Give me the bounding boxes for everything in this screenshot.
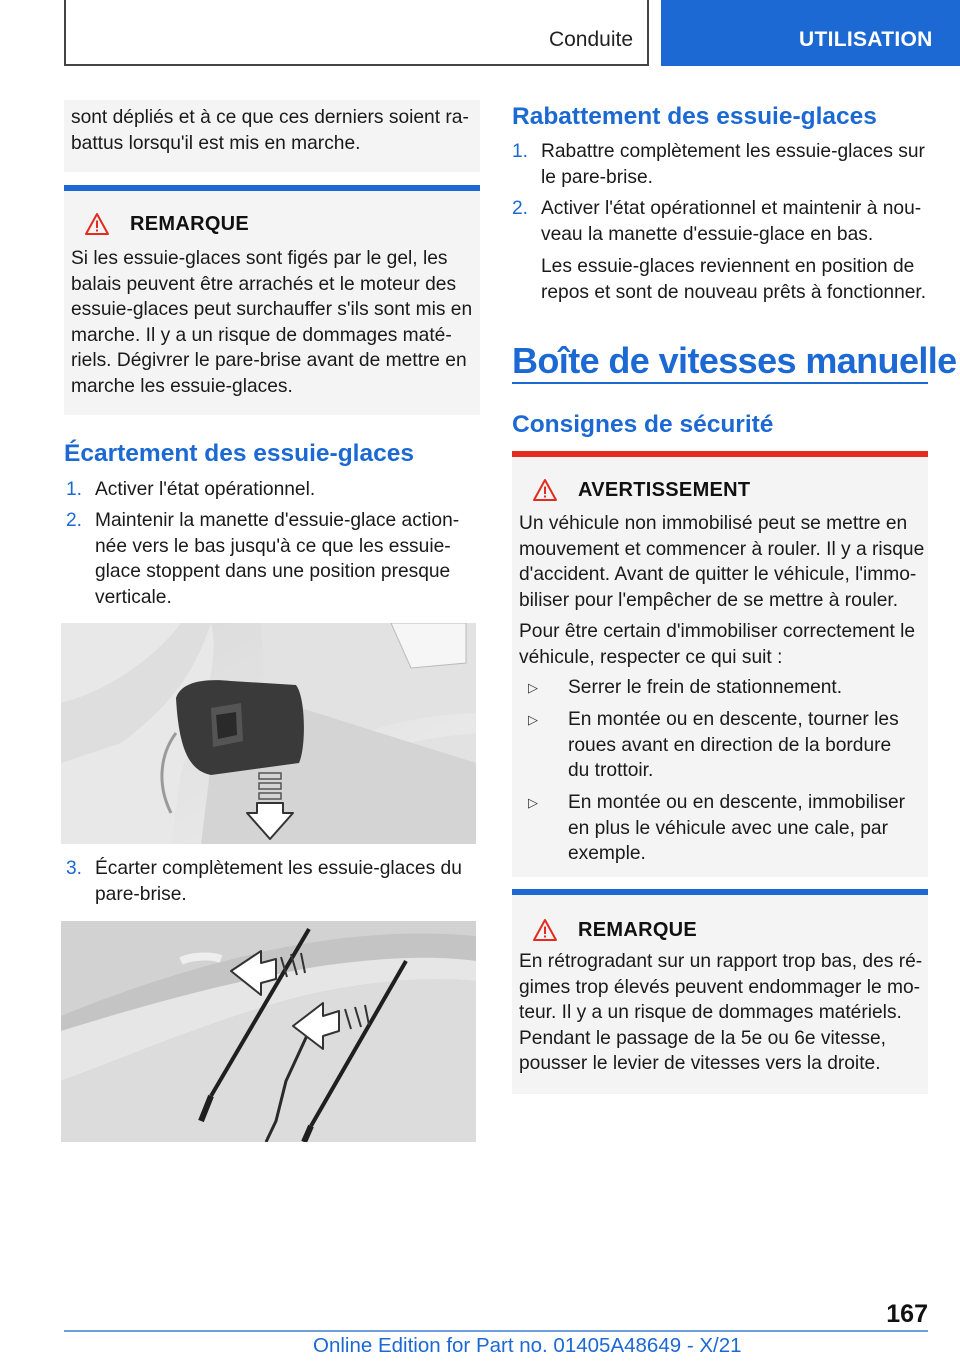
triangle-bullet-icon: ▷ — [528, 680, 538, 695]
step-text: Rabattre complètement les essuie-glaces sur le pare-brise. — [541, 141, 925, 188]
warning-triangle-icon — [532, 478, 558, 502]
page-number: 167 — [886, 1300, 928, 1328]
step-number: 3. — [66, 858, 83, 879]
notice-box — [64, 191, 480, 415]
header-chapter-tab — [661, 0, 960, 66]
footer-rule — [64, 1330, 928, 1332]
edition-info: Online Edition for Part no. 01405A48649 - X/21 — [313, 1334, 742, 1357]
header-section-title: Conduite — [548, 28, 633, 51]
notice-title-text: REMARQUE — [130, 212, 250, 235]
notice-title — [64, 212, 249, 236]
notice-text: Si les essuie-glaces sont figés par le gel, les balais peuvent être arrachés et le moteur des essuie-glaces peut surchauffer s'ils sont mis en marche. Il y a un risque de dommages maté-riels. Dégivrer le pare-brise avant de mettre en marche les essuie-glaces. — [71, 248, 473, 397]
fold-step-2-result: Les essuie-glaces reviennent en position de repos et sont de nouveau prêts à fonctionner. — [541, 256, 927, 303]
step-text: Maintenir la manette d'essuie-glace action-née vers le bas jusqu'à ce que les essuie-glace stoppent dans une position presque verticale. — [95, 510, 460, 608]
heading-fold-wipers: Rabattement des essuie-glaces — [512, 103, 877, 130]
wiper-lever-illustration — [61, 623, 476, 844]
warning-triangle-icon — [532, 918, 558, 942]
bullet-text: En montée ou en descente, immobiliser en plus le véhicule avec une cale, par exemple. — [568, 792, 906, 864]
wiper-lever-figure — [61, 623, 476, 844]
warning-title — [512, 478, 750, 502]
triangle-bullet-icon: ▷ — [528, 712, 538, 727]
step-text: Écarter complètement les essuie-glaces du pare-brise. — [95, 858, 462, 905]
triangle-bullet-icon: ▷ — [528, 795, 538, 810]
wipers-windscreen-illustration — [61, 921, 476, 1142]
step-number: 1. — [512, 141, 529, 162]
step-number: 2. — [512, 198, 529, 219]
chapter-heading-rule — [512, 382, 928, 384]
step-text: Activer l'état opérationnel et maintenir à nou-veau la manette d'essuie-glace en bas. — [541, 198, 922, 245]
warning-box — [512, 457, 928, 877]
heading-safety: Consignes de sécurité — [512, 411, 774, 438]
notice-box — [512, 895, 928, 1094]
bullet-text: En montée ou en descente, tourner les roues avant en direction de la bordure du trottoir. — [568, 709, 899, 781]
wipers-windscreen-figure — [61, 921, 476, 1142]
step-text: Activer l'état opérationnel. — [95, 479, 316, 500]
notice-text: En rétrogradant sur un rapport trop bas, des ré-gimes trop élevés peuvent endommager le mo-teur. Il y a un risque de dommages matériels. Pendant le passage de la 5e ou 6e vitesse, pousser le levier de vitesses vers la droite. — [519, 951, 923, 1074]
warning-title-text: AVERTISSEMENT — [578, 478, 751, 501]
warning-triangle-icon — [84, 212, 110, 236]
continued-callout-text: sont dépliés et à ce que ces derniers soient ra-battus lorsqu'il est mis en marche. — [71, 107, 469, 154]
step-number: 2. — [66, 510, 83, 531]
chapter-heading-manual-gearbox: Boîte de vitesses manuelle — [512, 340, 957, 381]
notice-title-text: REMARQUE — [578, 918, 698, 941]
continued-callout-box — [64, 100, 480, 172]
header-chapter-title: UTILISATION — [799, 28, 933, 51]
warning-instructions: Pour être certain d'immobiliser correctement le véhicule, respecter ce qui suit : — [519, 621, 916, 668]
heading-spread-wipers: Écartement des essuie-glaces — [64, 440, 414, 467]
bullet-text: Serrer le frein de stationnement. — [568, 677, 843, 698]
notice-title — [512, 918, 697, 942]
warning-text: Un véhicule non immobilisé peut se mettre en mouvement et commencer à rouler. Il y a risque d'accident. Avant de quitter le véhicule, l'immo-biliser pour l'empêcher de se mettre à rouler. — [519, 513, 925, 611]
step-number: 1. — [66, 479, 83, 500]
header-section-box — [64, 0, 649, 66]
